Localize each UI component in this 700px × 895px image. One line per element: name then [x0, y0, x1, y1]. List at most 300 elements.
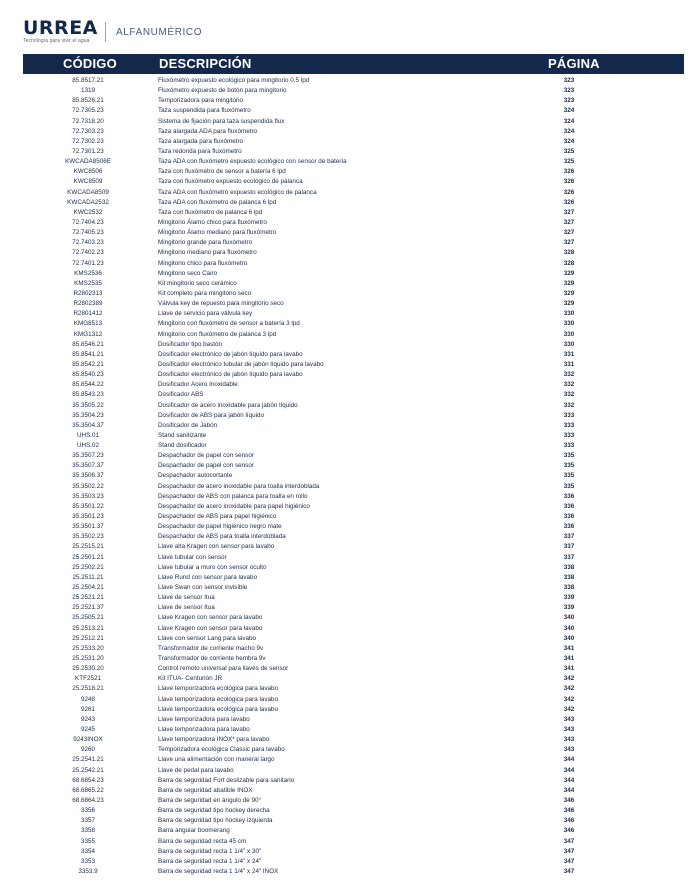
row-page: 326 — [563, 168, 575, 176]
table-row — [23, 330, 684, 340]
table-row — [23, 441, 684, 451]
table-row — [23, 553, 684, 563]
row-page: 333 — [563, 442, 575, 450]
row-description: Taza con fluxómetro de palanca 6 lpd — [158, 208, 263, 216]
row-page: 323 — [563, 97, 575, 105]
row-code: R2802313 — [73, 289, 103, 297]
row-code: 72.7405.23 — [72, 229, 104, 237]
row-page: 346 — [563, 807, 575, 815]
row-description: Taza con fluxómetro expuesto ecológico de palanca — [158, 178, 303, 186]
section-label: ALFANUMÉRICO — [116, 27, 203, 38]
table-row — [23, 350, 684, 360]
row-page: 336 — [563, 502, 575, 510]
row-code: 25.2501.21 — [72, 553, 104, 561]
row-code: KWC8509 — [73, 178, 103, 186]
table-row — [23, 188, 684, 198]
row-description: Despachador de papel higiénico negro mate — [158, 523, 282, 531]
row-page: 325 — [563, 147, 575, 155]
row-code: 25.2513.21 — [72, 624, 104, 632]
row-code: 35.3502.22 — [72, 482, 104, 490]
table-row — [23, 532, 684, 542]
row-description: Barra de seguridad en ángulo de 90° — [158, 796, 261, 804]
row-description: Llave Kragen con sensor para lavabo — [158, 614, 263, 622]
row-description: Kit completo para mingitorio seco — [158, 289, 252, 297]
row-code: 25.2530.20 — [72, 665, 104, 673]
row-page: 336 — [563, 513, 575, 521]
row-description: Llave de sensor Itua — [158, 604, 215, 612]
row-page: 344 — [563, 776, 575, 784]
row-page: 338 — [563, 563, 575, 571]
row-description: Dosificador Acero Inoxidable — [158, 381, 238, 389]
row-description: Llave Swan con sensor invisible — [158, 584, 248, 592]
row-page: 343 — [563, 715, 575, 723]
row-description: Taza suspendida para fluxómetro — [158, 107, 251, 115]
table-row — [23, 502, 684, 512]
row-description: Dosificador de ABS para jabón líquido — [158, 411, 265, 419]
row-page: 333 — [563, 431, 575, 439]
index-table-body — [23, 76, 684, 877]
table-row — [23, 309, 684, 319]
table-row — [23, 390, 684, 400]
row-description: Stand sanitizante — [158, 431, 207, 439]
row-code: 85.8546.21 — [72, 340, 104, 348]
row-code: 35.3504.23 — [72, 411, 104, 419]
row-description: Barra de seguridad recta 1 1/4" x 30" — [158, 847, 262, 855]
row-description: Kit mingitorio seco cerámico — [158, 279, 237, 287]
table-row — [23, 451, 684, 461]
row-page: 332 — [563, 371, 575, 379]
row-page: 341 — [563, 665, 575, 673]
row-page: 336 — [563, 523, 575, 531]
row-code: 85.8543.23 — [72, 391, 104, 399]
row-page: 343 — [563, 746, 575, 754]
row-description: Llave con sensor Lang para lavabo — [158, 634, 257, 642]
table-row — [23, 380, 684, 390]
row-code: 9243 — [80, 715, 95, 723]
table-row — [23, 522, 684, 532]
row-page: 339 — [563, 604, 575, 612]
table-row — [23, 127, 684, 137]
table-row — [23, 776, 684, 786]
row-description: Despachador de acero inoxidable para toalla interdoblada — [158, 482, 320, 490]
row-code: 25.2505.21 — [72, 614, 104, 622]
table-row — [23, 745, 684, 755]
row-page: 331 — [563, 350, 575, 358]
row-code: UHS.02 — [76, 442, 100, 450]
table-row — [23, 411, 684, 421]
table-row — [23, 837, 684, 847]
row-page: 343 — [563, 736, 575, 744]
row-description: Taza alargada ADA para fluxómetro — [158, 127, 258, 135]
row-page: 330 — [563, 330, 575, 338]
row-code: 25.2541.21 — [72, 756, 104, 764]
row-description: Llave tubular con sensor — [158, 553, 227, 561]
row-page: 337 — [563, 553, 575, 561]
row-code: 72.7305.23 — [72, 107, 104, 115]
row-page: 338 — [563, 584, 575, 592]
table-row — [23, 684, 684, 694]
row-description: Llave temporizadora para lavabo — [158, 715, 250, 723]
table-row — [23, 279, 684, 289]
row-code: 25.2511.21 — [72, 573, 104, 581]
row-code: 72.7403.23 — [72, 239, 104, 247]
table-row — [23, 603, 684, 613]
row-code: 9261 — [80, 705, 95, 713]
table-row — [23, 167, 684, 177]
row-page: 333 — [563, 411, 575, 419]
row-code: 72.7402.23 — [72, 249, 104, 257]
row-code: 72.7301.23 — [72, 147, 104, 155]
row-page: 331 — [563, 360, 575, 368]
row-description: Temporizadora para mingitorio — [158, 97, 244, 105]
row-page: 337 — [563, 543, 575, 551]
row-page: 335 — [563, 462, 575, 470]
table-row — [23, 867, 684, 877]
row-page: 327 — [563, 218, 575, 226]
row-page: 343 — [563, 726, 575, 733]
table-row — [23, 147, 684, 157]
table-row — [23, 573, 684, 583]
row-description: Llave Kragen con sensor para lavabo — [158, 624, 263, 632]
row-page: 347 — [563, 837, 575, 845]
row-page: 329 — [563, 269, 575, 277]
row-code: 9243INOX — [73, 736, 103, 744]
table-row — [23, 471, 684, 481]
row-code: 85.8540.23 — [72, 371, 104, 379]
row-code: KWCADA8509 — [67, 188, 109, 196]
table-row — [23, 461, 684, 471]
row-description: Mingitorio mediano para fluxómetro — [158, 249, 257, 257]
row-page: 342 — [563, 705, 575, 713]
table-row — [23, 360, 684, 370]
row-code: 85.8542.21 — [72, 360, 104, 368]
row-code: 25.2542.21 — [72, 766, 104, 774]
row-code: 25.2512.21 — [72, 634, 104, 642]
row-description: Temporizadora ecológica Classic para lavabo — [158, 746, 285, 754]
row-code: 72.7401.23 — [72, 259, 104, 267]
row-code: KTF2521 — [75, 675, 101, 683]
row-description: Despachador autocortante — [158, 472, 233, 480]
table-row — [23, 674, 684, 684]
row-code: 3353 — [80, 857, 95, 865]
row-description: Dosificador electrónico de jabón líquido para lavabo — [158, 371, 303, 379]
table-row — [23, 857, 684, 867]
row-page: 330 — [563, 320, 575, 328]
column-header-page: PÁGINA — [548, 56, 600, 71]
row-description: Dosificador ABS — [158, 391, 204, 399]
row-code: 72.7302.23 — [72, 137, 104, 145]
row-code: 68.6854.23 — [72, 776, 104, 784]
row-code: 35.3501.22 — [72, 502, 104, 510]
table-row — [23, 634, 684, 644]
row-code: 3356 — [80, 807, 95, 815]
row-description: Barra de seguridad recta 45 cm — [158, 837, 247, 845]
table-row — [23, 228, 684, 238]
table-row — [23, 269, 684, 279]
row-code: 25.2515.21 — [72, 543, 104, 551]
table-row — [23, 238, 684, 248]
row-code: 35.3505.22 — [72, 401, 104, 409]
table-row — [23, 289, 684, 299]
table-row — [23, 76, 684, 86]
row-code: 9245 — [80, 726, 95, 733]
row-description: Despachador de papel con sensor — [158, 452, 254, 460]
table-row — [23, 613, 684, 623]
row-description: Taza redonda para fluxómetro — [158, 147, 242, 155]
table-row — [23, 319, 684, 329]
row-code: 25.2521.37 — [72, 604, 104, 612]
row-description: Llave temporizadora INOX* para lavabo — [158, 736, 270, 744]
table-row — [23, 401, 684, 411]
row-code: 3355 — [80, 837, 95, 845]
table-row — [23, 816, 684, 826]
row-page: 346 — [563, 796, 575, 804]
row-code: R2802389 — [73, 300, 103, 308]
row-page: 332 — [563, 401, 575, 409]
row-code: KWCADA2532 — [67, 198, 109, 206]
row-description: Despachador de papel con sensor — [158, 462, 254, 470]
row-page: 326 — [563, 188, 575, 196]
row-page: 336 — [563, 492, 575, 500]
row-page: 324 — [563, 127, 575, 135]
row-description: Taza alargada para fluxómetro — [158, 137, 244, 145]
row-code: 35.3504.37 — [72, 421, 104, 429]
row-code: 85.8541.21 — [72, 350, 104, 358]
table-row — [23, 624, 684, 634]
row-description: Despachador de acero inoxidable para papel higiénico — [158, 502, 310, 510]
row-description: Dosificador tipo bastón — [158, 340, 223, 348]
row-page: 326 — [563, 178, 575, 186]
table-row — [23, 786, 684, 796]
row-page: 340 — [563, 634, 575, 642]
row-description: Control remoto universal para llaves de sensor — [158, 665, 289, 673]
row-code: 3357 — [80, 817, 95, 825]
table-row — [23, 299, 684, 309]
row-description: Sistema de fijación para taza suspendida flux — [158, 117, 285, 125]
row-page: 344 — [563, 786, 575, 794]
row-description: Taza ADA con fluxómetro de palanca 6 lpd — [158, 198, 277, 206]
row-description: Llave Rund con sensor para lavabo — [158, 573, 258, 581]
row-page: 347 — [563, 847, 575, 855]
row-page: 344 — [563, 766, 575, 774]
row-page: 327 — [563, 208, 575, 216]
row-code: 1319 — [80, 87, 95, 95]
row-description: Despachador de ABS para papel higiénico — [158, 513, 277, 521]
row-description: Mingitorio con fluxómetro de sensor a batería 3 lpd — [158, 320, 300, 328]
row-description: Llave alta Kragen con sensor para lavabo — [158, 543, 275, 551]
row-description: Barra de seguridad abatible INOX — [158, 786, 253, 794]
row-description: Llave de pedal para lavabo — [158, 766, 234, 774]
row-description: Dosificador electrónico de jabón líquido para lavabo — [158, 350, 303, 358]
row-page: 341 — [563, 655, 575, 663]
row-description: Llave temporizadora ecológica para lavabo — [158, 685, 279, 693]
row-description: Mingitorio Álamo mediano para fluxómetro — [158, 229, 277, 237]
row-code: 35.3501.23 — [72, 513, 104, 521]
table-row — [23, 695, 684, 705]
table-row — [23, 340, 684, 350]
row-code: 25.2533.20 — [72, 644, 104, 652]
row-page: 342 — [563, 685, 575, 693]
row-code: 25.2504.21 — [72, 584, 104, 592]
row-code: R2801412 — [73, 310, 103, 318]
row-page: 335 — [563, 472, 575, 480]
row-page: 327 — [563, 229, 575, 237]
row-page: 327 — [563, 239, 575, 247]
row-page: 328 — [563, 249, 575, 257]
row-description: Taza ADA con fluxómetro expuesto ecológico de palanca — [158, 188, 317, 196]
row-description: Taza ADA con fluxómetro expuesto ecológico con sensor de batería — [158, 158, 347, 166]
table-row — [23, 421, 684, 431]
row-code: KWCADA8506E — [65, 158, 111, 166]
table-row — [23, 715, 684, 725]
row-code: 9248 — [80, 695, 95, 703]
brand-logo — [23, 19, 98, 44]
row-code: 72.7318.20 — [72, 117, 104, 125]
row-code: 3353.9 — [78, 867, 98, 875]
row-page: 324 — [563, 117, 575, 125]
row-description: Llave tubular a muro con sensor oculto — [158, 563, 267, 571]
row-description: Fluxómetro expuesto de botón para mingitorio — [158, 87, 287, 95]
row-description: Barra de seguridad tipo hockey derecha — [158, 807, 270, 815]
row-page: 337 — [563, 533, 575, 541]
row-page: 340 — [563, 624, 575, 632]
brand-name: URREA — [23, 17, 98, 39]
table-row — [23, 512, 684, 522]
row-description: Llave de servicio para válvula key — [158, 310, 253, 318]
table-row — [23, 482, 684, 492]
row-code: KMS2536 — [74, 269, 102, 277]
row-page: 329 — [563, 300, 575, 308]
table-row — [23, 725, 684, 735]
row-page: 347 — [563, 857, 575, 865]
header-divider — [105, 22, 106, 42]
table-row — [23, 755, 684, 765]
row-code: 68.6865.22 — [72, 786, 104, 794]
row-code: 85.8526.21 — [72, 97, 104, 105]
row-page: 332 — [563, 381, 575, 389]
table-row — [23, 766, 684, 776]
row-description: Dosificador electrónico tubular de jabón líquido para lavabo — [158, 360, 324, 368]
row-page: 346 — [563, 827, 575, 835]
row-description: Llave una alimentación con maneral largo — [158, 756, 275, 764]
row-code: UHS.01 — [76, 431, 100, 439]
row-page: 342 — [563, 675, 575, 683]
row-description: Barra de seguridad recta 1 1/4" x 24" — [158, 857, 262, 865]
table-row — [23, 705, 684, 715]
row-page: 323 — [563, 77, 575, 84]
row-page: 341 — [563, 644, 575, 652]
row-description: Kit ITUA- Centurión JR — [158, 675, 223, 683]
row-description: Transformador de corriente hembra 9v — [158, 655, 266, 663]
table-row — [23, 664, 684, 674]
row-description: Barra de seguridad tipo hockey izquierda — [158, 817, 273, 825]
row-code: KMG8513 — [73, 320, 103, 328]
row-code: 25.2502.21 — [72, 563, 104, 571]
row-page: 329 — [563, 279, 575, 287]
row-code: KMS2535 — [74, 279, 102, 287]
row-description: Barra de seguridad Fort deslizable para sanitario — [158, 776, 295, 784]
row-description: Despachador de ABS para toalla interdoblada — [158, 533, 286, 541]
row-page: 329 — [563, 289, 575, 297]
column-header-code: CÓDIGO — [63, 56, 117, 71]
row-code: 25.2531.20 — [72, 655, 104, 663]
table-row — [23, 735, 684, 745]
table-row — [23, 106, 684, 116]
row-code: 68.6864.23 — [72, 796, 104, 804]
row-page: 330 — [563, 340, 575, 348]
row-description: Mingitorio Álamo chico para fluxómetro — [158, 218, 267, 226]
row-code: 35.3507.23 — [72, 452, 104, 460]
row-page: 335 — [563, 452, 575, 460]
table-row — [23, 137, 684, 147]
row-code: KWC8506 — [73, 168, 103, 176]
row-code: 35.3507.37 — [72, 462, 104, 470]
row-code: 3354 — [80, 847, 95, 855]
row-code: 35.3506.37 — [72, 472, 104, 480]
row-description: Llave temporizadora ecológica para lavabo — [158, 705, 279, 713]
row-page: 342 — [563, 695, 575, 703]
row-page: 324 — [563, 137, 575, 145]
row-page: 347 — [563, 867, 575, 875]
row-page: 340 — [563, 614, 575, 622]
table-row — [23, 542, 684, 552]
row-page: 338 — [563, 573, 575, 581]
table-row — [23, 847, 684, 857]
row-page: 335 — [563, 482, 575, 490]
table-row — [23, 806, 684, 816]
row-page: 333 — [563, 421, 575, 429]
row-description: Válvula key de repuesto para mingitorio seco — [158, 300, 284, 308]
row-description: Despachador de ABS con palanca para toalla en rollo — [158, 492, 308, 500]
table-row — [23, 826, 684, 836]
row-description: Taza con fluxómetro de sensor a batería 6 lpd — [158, 168, 286, 176]
row-description: Stand dosificador — [158, 442, 207, 450]
row-code: 3358 — [80, 827, 95, 835]
row-description: Llave de sensor Itua — [158, 594, 215, 602]
page-header — [0, 0, 700, 52]
row-description: Mingitorio grande para fluxómetro — [158, 239, 253, 247]
row-description: Llave temporizadora para lavabo — [158, 726, 250, 733]
row-code: 25.2521.21 — [72, 594, 104, 602]
brand-tagline: Tecnología para vivir el agua — [23, 38, 90, 44]
row-code: 85.8544.22 — [72, 381, 104, 389]
table-row — [23, 431, 684, 441]
row-description: Dosificador de Jabón — [158, 421, 218, 429]
row-page: 346 — [563, 817, 575, 825]
row-description: Mingitorio seco Cairo — [158, 269, 218, 277]
table-row — [23, 593, 684, 603]
column-header-description: DESCRIPCIÓN — [159, 56, 252, 71]
table-row — [23, 96, 684, 106]
table-row — [23, 198, 684, 208]
row-code: 25.2518.21 — [72, 685, 104, 693]
table-row — [23, 492, 684, 502]
row-page: 330 — [563, 310, 575, 318]
table-row — [23, 218, 684, 228]
row-code: 35.3503.23 — [72, 492, 104, 500]
row-page: 323 — [563, 87, 575, 95]
table-row — [23, 248, 684, 258]
row-code: 35.3502.23 — [72, 533, 104, 541]
table-row — [23, 86, 684, 96]
table-row — [23, 370, 684, 380]
table-row — [23, 796, 684, 806]
row-description: Mingitorio chico para fluxómetro — [158, 259, 248, 267]
row-page: 339 — [563, 594, 575, 602]
row-code: 9260 — [80, 746, 95, 754]
table-row — [23, 208, 684, 218]
row-description: Fluxómetro expuesto ecológico para mingitorio 0.5 lpd — [158, 77, 310, 84]
